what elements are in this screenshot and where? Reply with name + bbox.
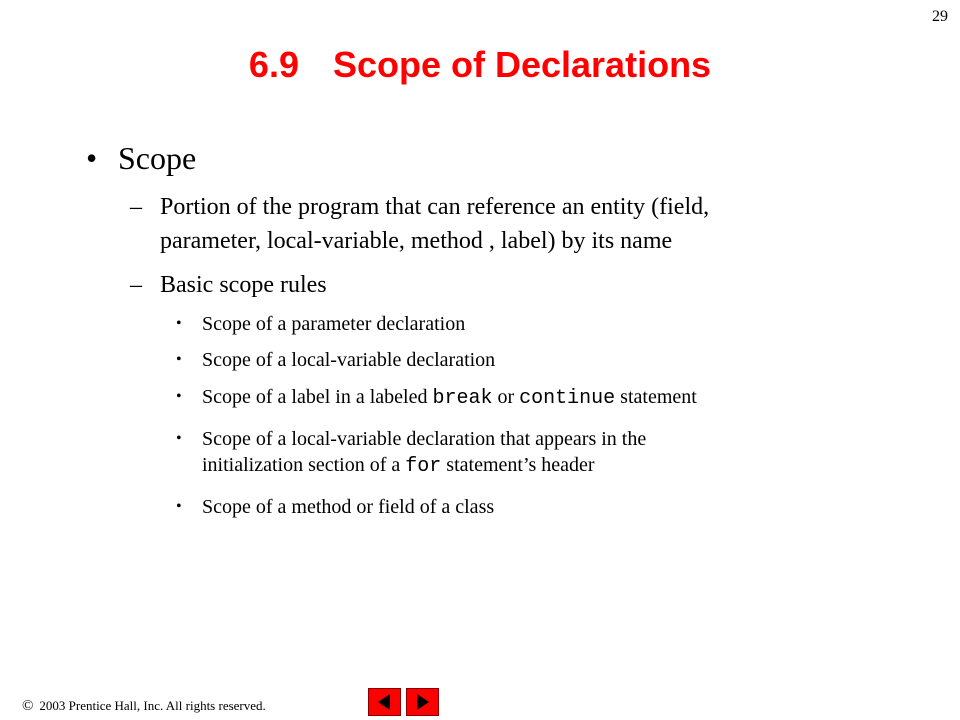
copyright-notice: © 2003 Prentice Hall, Inc. All rights reserved.	[22, 698, 266, 714]
page-number: 29	[932, 8, 948, 25]
dash-marker: –	[130, 194, 142, 220]
slide-title	[0, 44, 960, 86]
section-title: Scope of Declarations	[332, 44, 712, 85]
sub-item-text: Basic scope rules	[160, 272, 327, 298]
bullet-scope	[86, 136, 196, 180]
rule-bullet: •	[176, 351, 182, 368]
rule-bullet: •	[176, 498, 182, 515]
next-slide-button[interactable]	[406, 688, 439, 716]
code-for: for	[405, 455, 442, 478]
right-arrow-icon	[407, 689, 438, 715]
section-number: 6.9	[248, 44, 299, 85]
left-arrow-icon	[369, 689, 400, 715]
code-break: break	[432, 387, 493, 410]
rule-bullet: •	[176, 315, 182, 332]
code-continue: continue	[519, 387, 616, 410]
copyright-symbol: ©	[22, 698, 34, 714]
bullet-label: Scope	[118, 140, 197, 176]
rule-bullet: •	[176, 388, 182, 405]
sub-item-text: Portion of the program that can reference an entity (field, parameter, local-variable, method , label) by its name	[160, 194, 710, 254]
dash-marker: –	[130, 272, 142, 298]
rule-bullet: •	[176, 430, 182, 447]
previous-slide-button[interactable]	[368, 688, 401, 716]
bullet-dot: •	[86, 140, 98, 176]
